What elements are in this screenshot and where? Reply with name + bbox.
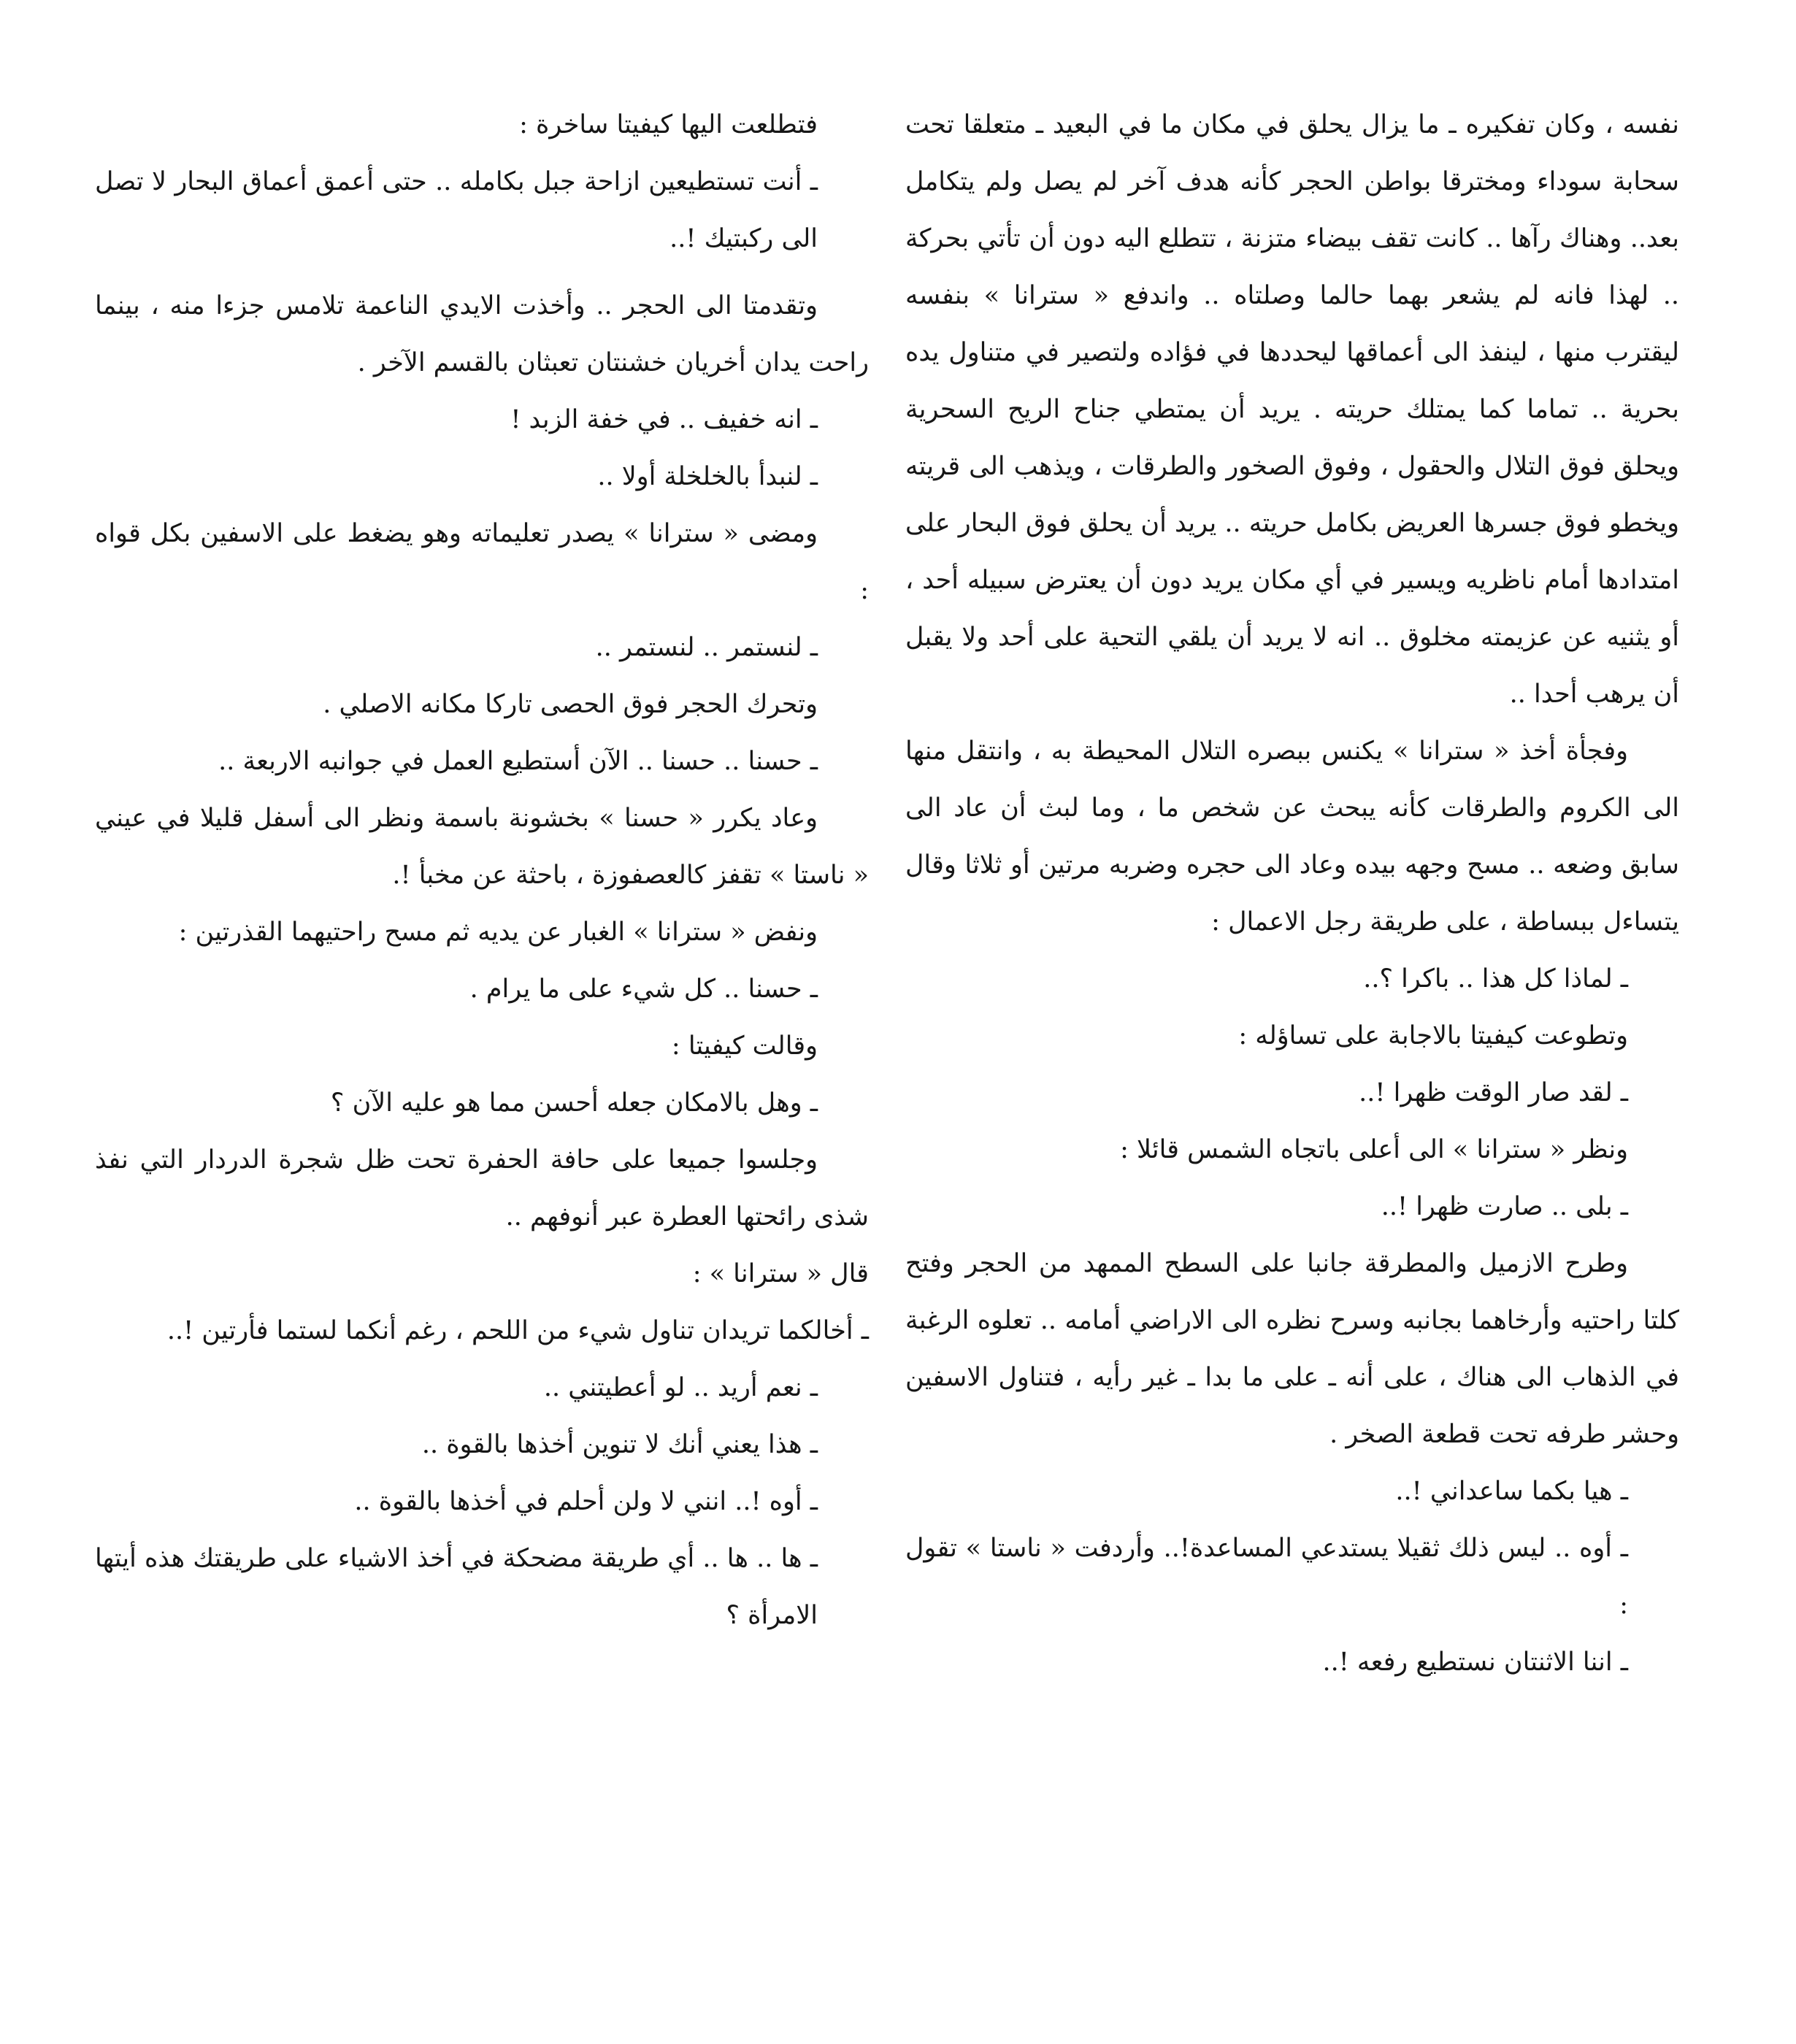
dialogue-line: ـ أنت تستطيعين ازاحة جبل بكامله .. حتى أعمق أعماق البحار لا تصل الى ركبتيك !.. <box>95 167 818 253</box>
paragraph: وعاد يكرر « حسنا » بخشونة باسمة ونظر الى أسفل قليلا في عيني « ناستا » تقفز كالعصفوزة ، باحثة عن مخبأ !. <box>95 804 869 890</box>
paragraph: وقالت كيفيتا : <box>671 1031 818 1061</box>
paragraph: وطرح الازميل والمطرقة جانبا على السطح الممهد من الحجر وفتح كلتا راحتيه وأرخاهما بجانبه وسرح نظره الى الاراضي أمامه .. تعلوه الرغبة في الذهاب الى هناك ، على أنه ـ على ما بدا ـ غير رأيه ، فتناول الاسفين وحشر طرفه تحت قطعة الصخر . <box>905 1249 1679 1449</box>
dialogue-line: ـ بلى .. صارت ظهرا !.. <box>1381 1192 1628 1221</box>
dialogue-line: ـ هذا يعني أنك لا تنوين أخذها بالقوة .. <box>421 1430 818 1459</box>
dialogue-line: ـ لماذا كل هذا .. باكرا ؟.. <box>1363 964 1628 994</box>
paragraph: فتطلعت اليها كيفيتا ساخرة : <box>519 110 818 139</box>
paragraph: وتحرك الحجر فوق الحصى تاركا مكانه الاصلي . <box>323 690 818 719</box>
paragraph: ونظر « سترانا » الى أعلى باتجاه الشمس قائلا : <box>1120 1135 1628 1164</box>
spacer <box>95 267 869 277</box>
dialogue-line: ـ أوه !.. انني لا ولن أحلم في أخذها بالقوة .. <box>354 1487 818 1516</box>
dialogue-line: ـ لنستمر .. لنستمر .. <box>595 633 818 662</box>
dialogue-line: ـ حسنا .. كل شيء على ما يرام . <box>469 975 818 1004</box>
paragraph: وفجأة أخذ « سترانا » يكنس ببصره التلال المحيطة به ، وانتقل منها الى الكروم والطرقات كأنه يبحث عن شخص ما ، وما لبث أن عاد الى سابق وضعه .. مسح وجهه بيده وعاد الى حجره وضربه مرتين أو ثلاثا وقال يتساءل ببساطة ، على طريقة رجل الاعمال : <box>905 737 1679 937</box>
dialogue-line: ـ لنبدأ بالخلخلة أولا .. <box>597 462 818 491</box>
dialogue-line: ـ اننا الاثنتان نستطيع رفعه !.. <box>1322 1648 1628 1677</box>
dialogue-line: ـ أوه .. ليس ذلك ثقيلا يستدعي المساعدة!.. وأردفت « ناستا » تقول : <box>905 1534 1628 1620</box>
dialogue-line: ـ هيا بكما ساعداني !.. <box>1395 1477 1628 1506</box>
dialogue-line: ـ حسنا .. حسنا .. الآن أستطيع العمل في جوانبه الاربعة .. <box>218 747 818 776</box>
dialogue-line: ـ لقد صار الوقت ظهرا !.. <box>1359 1078 1628 1107</box>
dialogue-line: ـ انه خفيف .. في خفة الزبد ! <box>510 405 818 434</box>
paragraph: قال « سترانا » : <box>692 1259 869 1288</box>
left-column <box>95 96 869 1644</box>
paragraph: وتقدمتا الى الحجر .. وأخذت الايدي الناعمة تلامس جزءا منه ، بينما راحت يدان أخريان خشنتان تعبثان بالقسم الآخر . <box>95 291 869 377</box>
paragraph: ومضى « سترانا » يصدر تعليماته وهو يضغط على الاسفين بكل قواه : <box>95 519 869 605</box>
dialogue-line: ـ أخالكما تريدان تناول شيء من اللحم ، رغم أنكما لستما فأرتين !.. <box>166 1316 869 1345</box>
dialogue-line: ـ ها .. ها .. أي طريقة مضحكة في أخذ الاشياء على طريقتك هذه أيتها الامرأة ؟ <box>95 1544 818 1630</box>
paragraph: نفسه ، وكان تفكيره ـ ما يزال يحلق في مكان ما في البعيد ـ متعلقا تحت سحابة سوداء ومخترقا بواطن الحجر كأنه هدف آخر لم يصل ولم يتكامل بعد.. وهناك رآها .. كانت تقف بيضاء متزنة ، تتطلع اليه دون أن تأتي بحركة .. لهذا فانه لم يشعر بهما حالما وصلتاه .. واندفع « سترانا » بنفسه ليقترب منها ، لينفذ الى أعماقها ليحددها في فؤاده ولتصير في متناول يده بحرية .. تماما كما يمتلك حريته . يريد أن يمتطي جناح الريح السحرية ويحلق فوق التلال والحقول ، وفوق الصخور والطرقات ، ويذهب الى قريته ويخطو فوق جسرها العريض بكامل حريته .. يريد أن يحلق فوق البحار على امتدادها أمام ناظريه ويسير في أي مكان يريد دون أن يعترض سبيله أحد ، أو يثنيه عن عزيمته مخلوق .. انه لا يريد أن يلقي التحية على أحد ولا يقبل أن يرهب أحدا .. <box>905 110 1679 709</box>
paragraph: وجلسوا جميعا على حافة الحفرة تحت ظل شجرة الدردار التي نفذ شذى رائحتها العطرة عبر أنوفهم .. <box>95 1145 869 1232</box>
dialogue-line: ـ وهل بالامكان جعله أحسن مما هو عليه الآن ؟ <box>330 1088 818 1118</box>
paragraph: وتطوعت كيفيتا بالاجابة على تساؤله : <box>1238 1021 1628 1050</box>
dialogue-line: ـ نعم أريد .. لو أعطيتني .. <box>543 1373 818 1402</box>
right-column <box>905 96 1679 1691</box>
paragraph: ونفض « سترانا » الغبار عن يديه ثم مسح راحتيهما القذرتين : <box>178 918 818 947</box>
